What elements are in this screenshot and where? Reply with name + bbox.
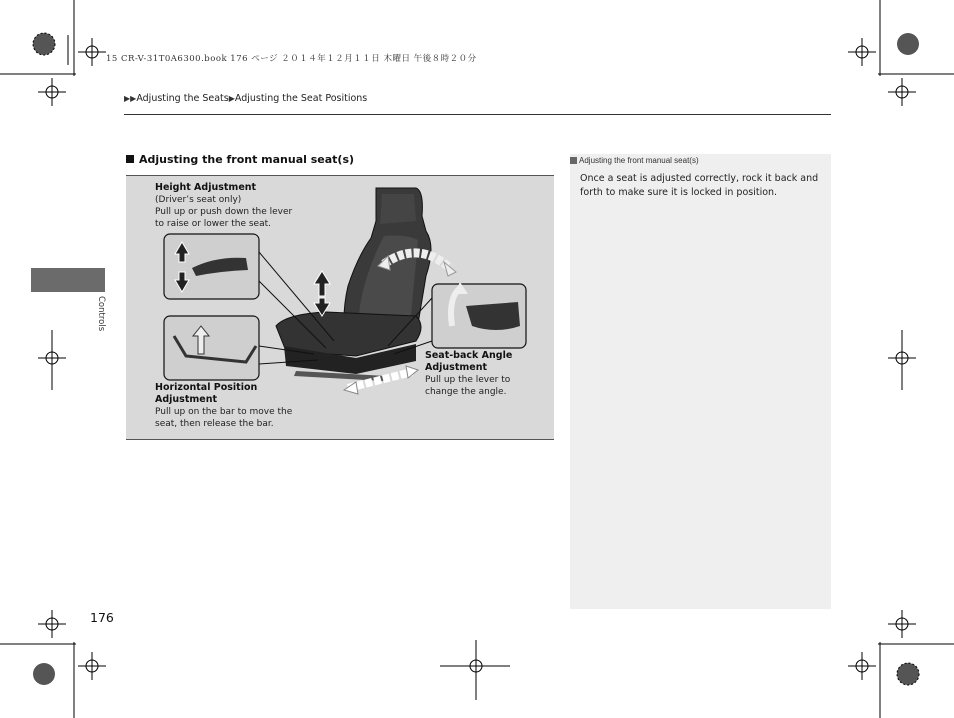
page-number: 176: [90, 610, 114, 625]
side-note-heading: Adjusting the front manual seat(s): [570, 156, 699, 165]
breadcrumb-arrow-icon: ▶: [228, 94, 235, 103]
seatback-adjustment-label: Seat-back Angle Adjustment Pull up the lever to change the angle.: [425, 350, 513, 397]
breadcrumb-item[interactable]: Adjusting the Seat Positions: [234, 93, 368, 104]
breadcrumb-arrow-icon: ▶▶: [124, 94, 137, 103]
header-rule: [124, 114, 831, 115]
height-adjustment-label: Height Adjustment (Driver’s seat only) Pull up or push down the lever to raise or lower the seat.: [155, 182, 293, 229]
print-info: 15 CR-V-31T0A6300.book 176 ページ ２０１４年１２月１１日 木曜日 午後８時２０分: [106, 54, 477, 64]
section-title: Adjusting the front manual seat(s): [126, 153, 354, 166]
side-note-box: [570, 154, 831, 609]
breadcrumb: [124, 93, 367, 104]
horizontal-adjustment-label: Horizontal Position Adjustment Pull up on the bar to move the seat, then release the bar.: [155, 382, 293, 429]
bullet-square-icon: [126, 155, 134, 163]
side-note-body: Once a seat is adjusted correctly, rock it back and forth to make sure it is locked in position.: [580, 173, 819, 198]
breadcrumb-item[interactable]: Adjusting the Seats: [136, 93, 229, 104]
side-tab: [31, 268, 105, 292]
seat-illustration-panel: [126, 175, 554, 440]
side-tab-label: Controls: [96, 296, 106, 332]
note-marker-icon: [570, 157, 577, 164]
